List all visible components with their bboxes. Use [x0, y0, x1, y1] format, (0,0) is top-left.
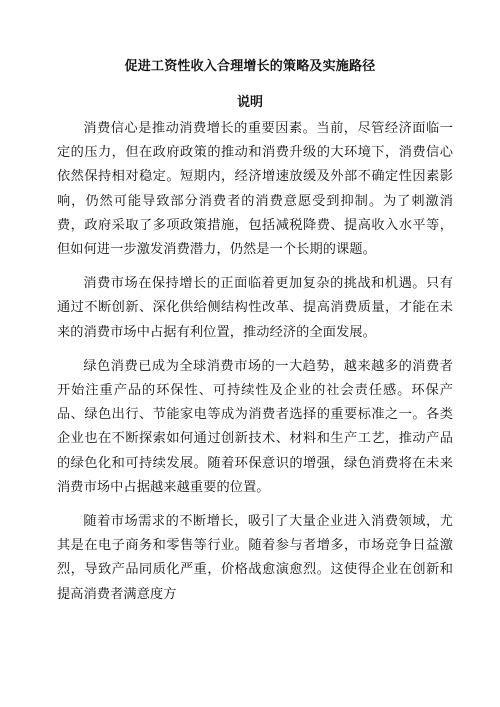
- paragraph: 随着市场需求的不断增长，吸引了大量企业进入消费领域，尤其是在电子商务和零售等行业。随着参与者增多，市场竞争日益激烈，导致产品同质化严重，价格战愈演愈烈。这使得企业在创新和提高消费者满意度方: [57, 514, 453, 602]
- paragraph: 消费市场在保持增长的正面临着更加复杂的挑战和机遇。只有通过不断创新、深化供给侧结构性改革、提高消费质量，才能在未来的消费市场中占据有利位置，推动经济的全面发展。: [57, 276, 453, 340]
- document-body: [57, 117, 453, 617]
- section-heading: 说明: [236, 95, 263, 110]
- paragraph: 绿色消费已成为全球消费市场的一大趋势，越来越多的消费者开始注重产品的环保性、可持续性及企业的社会责任感。环保产品、绿色出行、节能家电等成为消费者选择的重要标准之一。各类企业也在不断探索如何通过创新技术、材料和生产工艺，推动产品的绿色化和可持续发展。随着环保意识的增强，绿色消费将在未来消费市场中占据越来越重要的位置。: [57, 358, 453, 495]
- document-title: 促进工资性收入合理增长的策略及实施路径: [124, 59, 376, 74]
- paragraph: 消费信心是推动消费增长的重要因素。当前，尽管经济面临一定的压力，但在政府政策的推动和消费升级的大环境下，消费信心依然保持相对稳定。短期内，经济增速放缓及外部不确定性因素影响，仍然可能导致部分消费者的消费意愿受到抑制。为了刺激消费，政府采取了多项政策措施，包括减税降费、提高收入水平等，但如何进一步激发消费潜力，仍然是一个长期的课题。: [57, 121, 453, 258]
